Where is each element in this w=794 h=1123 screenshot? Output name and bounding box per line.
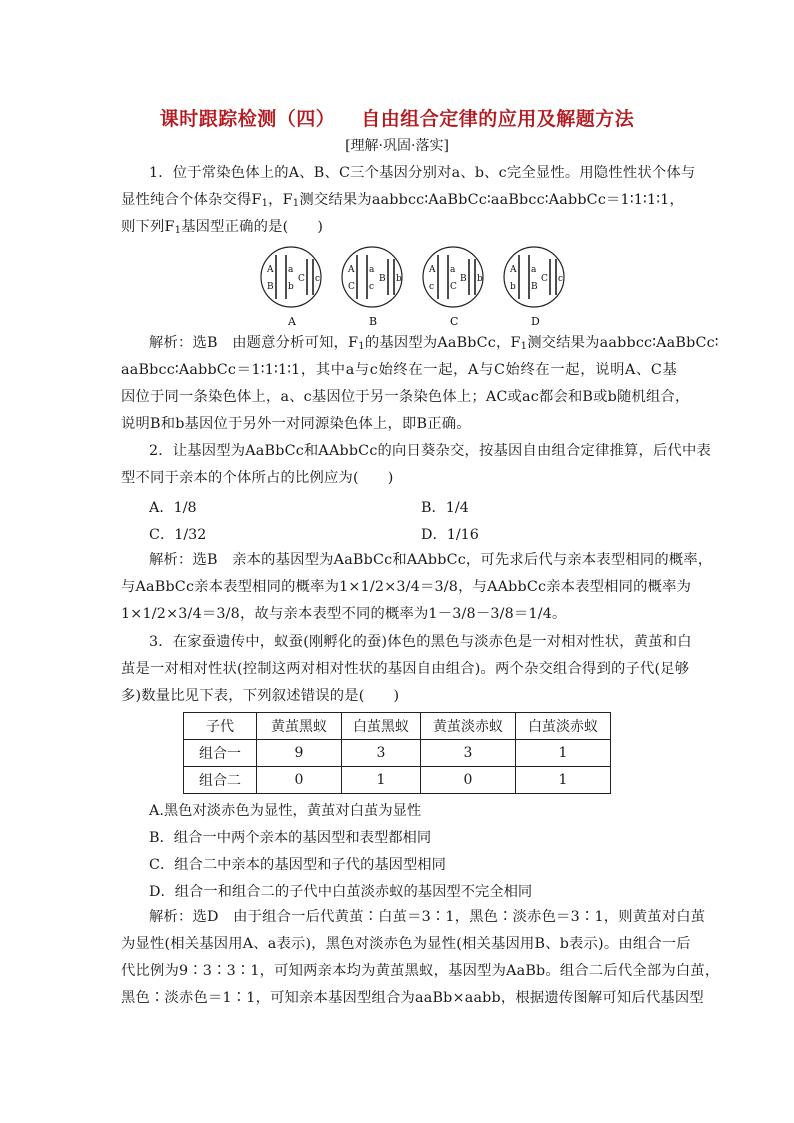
label-a-r1: C bbox=[298, 274, 305, 284]
table-header-row bbox=[184, 713, 611, 740]
q1-explanation-3: 因位于同一条染色体上，a、c基因位于另一条染色体上；AC或ac都会和B或b随机组合， bbox=[121, 389, 690, 405]
svg-text:C: C bbox=[348, 282, 355, 292]
svg-text:b: b bbox=[477, 274, 483, 284]
cell-diagram-a bbox=[261, 247, 321, 307]
label-a-m1: a bbox=[288, 265, 294, 275]
label-a-l1: A bbox=[267, 265, 274, 275]
diagram-label-a: A bbox=[288, 315, 296, 328]
svg-text:B: B bbox=[460, 274, 467, 284]
cell-diagram-b bbox=[342, 247, 402, 307]
svg-text:c: c bbox=[369, 282, 375, 292]
svg-text:B: B bbox=[531, 282, 538, 292]
q2-line-1: 2．让基因型为AaBbCc和AAbbCc的向日葵杂交，按基因自由组合定律推算，后代中表 bbox=[149, 443, 711, 459]
q3-line-2: 茧是一对相对性状(控制这两对相对性状的基因自由组合)。两个杂交组合得到的子代(足够 bbox=[121, 661, 690, 677]
q3-explanation-1: 解析：选D 由于组合一后代黄茧∶白茧＝3∶1，黑色∶淡赤色＝3∶1，则黄茧对白茧 bbox=[149, 909, 706, 925]
svg-text:c: c bbox=[429, 282, 435, 292]
title-right: 自由组合定律的应用及解题方法 bbox=[361, 108, 635, 130]
svg-text:C: C bbox=[450, 282, 457, 292]
q1-line-1: 1．位于常染色体上的A、B、C三个基因分别对a、b、c完全显性。用隐性性状个体与 bbox=[149, 165, 696, 181]
page-title bbox=[0, 104, 794, 131]
q1-explanation-1: 解析：选B 由题意分析可知，$F_1$的基因型为AaBbCc，$F_1$测交结果为aabbcc∶AaBbCc∶ bbox=[149, 335, 719, 352]
table-cell: 9 bbox=[257, 740, 342, 767]
table-row bbox=[184, 740, 611, 767]
svg-text:b: b bbox=[396, 274, 402, 284]
svg-text:A: A bbox=[429, 265, 436, 275]
table-cell: 组合一 bbox=[184, 740, 257, 767]
q2-option-d: D．1/16 bbox=[421, 527, 479, 543]
table-cell: 1 bbox=[516, 740, 611, 767]
label-a-l2: B bbox=[267, 282, 274, 292]
svg-text:a: a bbox=[450, 265, 456, 275]
table-cell: 组合二 bbox=[184, 767, 257, 794]
diagram-label-d: D bbox=[531, 315, 540, 328]
q3-line-1: 3．在家蚕遗传中，蚁蚕(刚孵化的蚕)体色的黑色与淡赤色是一对相对性状，黄茧和白 bbox=[149, 634, 692, 650]
svg-text:A: A bbox=[348, 265, 355, 275]
offspring-table bbox=[183, 712, 611, 794]
svg-text:a: a bbox=[369, 265, 375, 275]
table-header-cell: 白茧黑蚁 bbox=[342, 713, 421, 740]
q2-explanation-3: 1×1/2×3/4＝3/8，故与亲本表型不同的概率为1－3/8－3/8＝1/4。 bbox=[121, 606, 567, 622]
q3-explanation-3: 代比例为9∶3∶3∶1，可知两亲本均为黄茧黑蚁，基因型为AaBb。组合二后代全部为白茧， bbox=[121, 963, 720, 979]
q3-explanation-4: 黑色∶淡赤色＝1∶1，可知亲本基因型组合为aaBb×aabb，根据遗传图解可知后代基因型 bbox=[121, 990, 704, 1006]
q2-option-b: B．1/4 bbox=[421, 500, 469, 516]
svg-text:b: b bbox=[510, 282, 516, 292]
table-cell: 1 bbox=[342, 767, 421, 794]
svg-text:a: a bbox=[531, 265, 537, 275]
q3-option-a: A.黑色对淡赤色为显性，黄茧对白茧为显性 bbox=[149, 803, 422, 819]
q1-line-3: 则下列$F_1$基因型正确的是( ) bbox=[121, 219, 324, 236]
table-cell: 0 bbox=[421, 767, 516, 794]
table-cell: 1 bbox=[516, 767, 611, 794]
chromosome-diagram bbox=[252, 245, 582, 330]
table-cell: 3 bbox=[342, 740, 421, 767]
q2-explanation-2: 与AaBbCc亲本表型相同的概率为1×1/2×3/4＝3/8，与AAbbCc亲本表型相同的概率为 bbox=[121, 579, 692, 595]
q3-option-b: B．组合一中两个亲本的基因型和表型都相同 bbox=[149, 830, 432, 846]
q1-line-2: 显性纯合个体杂交得$F_1$，$F_1$测交结果为aabbcc∶AaBbCc∶aaBbcc∶AabbCc＝1∶1∶1∶1， bbox=[121, 192, 684, 209]
label-a-m2: b bbox=[288, 282, 294, 292]
q2-explanation-1: 解析：选B 亲本的基因型为AaBbCc和AAbbCc，可先求后代与亲本表型相同的概率， bbox=[149, 552, 713, 568]
q1-explanation-4: 说明B和b基因位于另外一对同源染色体上，即B正确。 bbox=[121, 416, 471, 432]
page-subtitle: [理解·巩固·落实] bbox=[345, 138, 449, 154]
q2-line-2: 型不同于亲本的个体所占的比例应为( ) bbox=[121, 470, 394, 486]
svg-text:C: C bbox=[541, 274, 548, 284]
svg-text:B: B bbox=[379, 274, 386, 284]
svg-text:c: c bbox=[558, 274, 564, 284]
q1-explanation-2: aaBbcc∶AabbCc＝1∶1∶1∶1，其中a与c始终在一起，A与C始终在一起，说明A、C基 bbox=[121, 362, 677, 378]
q3-line-3: 多)数量比见下表，下列叙述错误的是( ) bbox=[121, 688, 400, 704]
q3-option-d: D．组合一和组合二的子代中白茧淡赤蚁的基因型不完全相同 bbox=[149, 884, 533, 900]
table-header-cell: 黄茧黑蚁 bbox=[257, 713, 342, 740]
label-a-r2: c bbox=[315, 274, 321, 284]
diagram-label-c: C bbox=[450, 315, 459, 328]
table-header-cell: 子代 bbox=[184, 713, 257, 740]
table-header-cell: 白茧淡赤蚁 bbox=[516, 713, 611, 740]
cell-diagram-d bbox=[504, 247, 564, 307]
table-row bbox=[184, 767, 611, 794]
table-header-cell: 黄茧淡赤蚁 bbox=[421, 713, 516, 740]
q2-option-c: C．1/32 bbox=[149, 527, 207, 543]
table-cell: 3 bbox=[421, 740, 516, 767]
q2-option-a: A．1/8 bbox=[149, 500, 197, 516]
table-cell: 0 bbox=[257, 767, 342, 794]
diagram-label-b: B bbox=[369, 315, 378, 328]
q3-explanation-2: 为显性(相关基因用A、a表示)，黑色对淡赤色为显性(相关基因用B、b表示)。由组合一后 bbox=[121, 936, 691, 952]
q3-option-c: C．组合二中亲本的基因型和子代的基因型相同 bbox=[149, 857, 446, 873]
title-left: 课时跟踪检测（四） bbox=[159, 108, 336, 130]
cell-diagram-c bbox=[423, 247, 483, 307]
svg-text:A: A bbox=[510, 265, 517, 275]
